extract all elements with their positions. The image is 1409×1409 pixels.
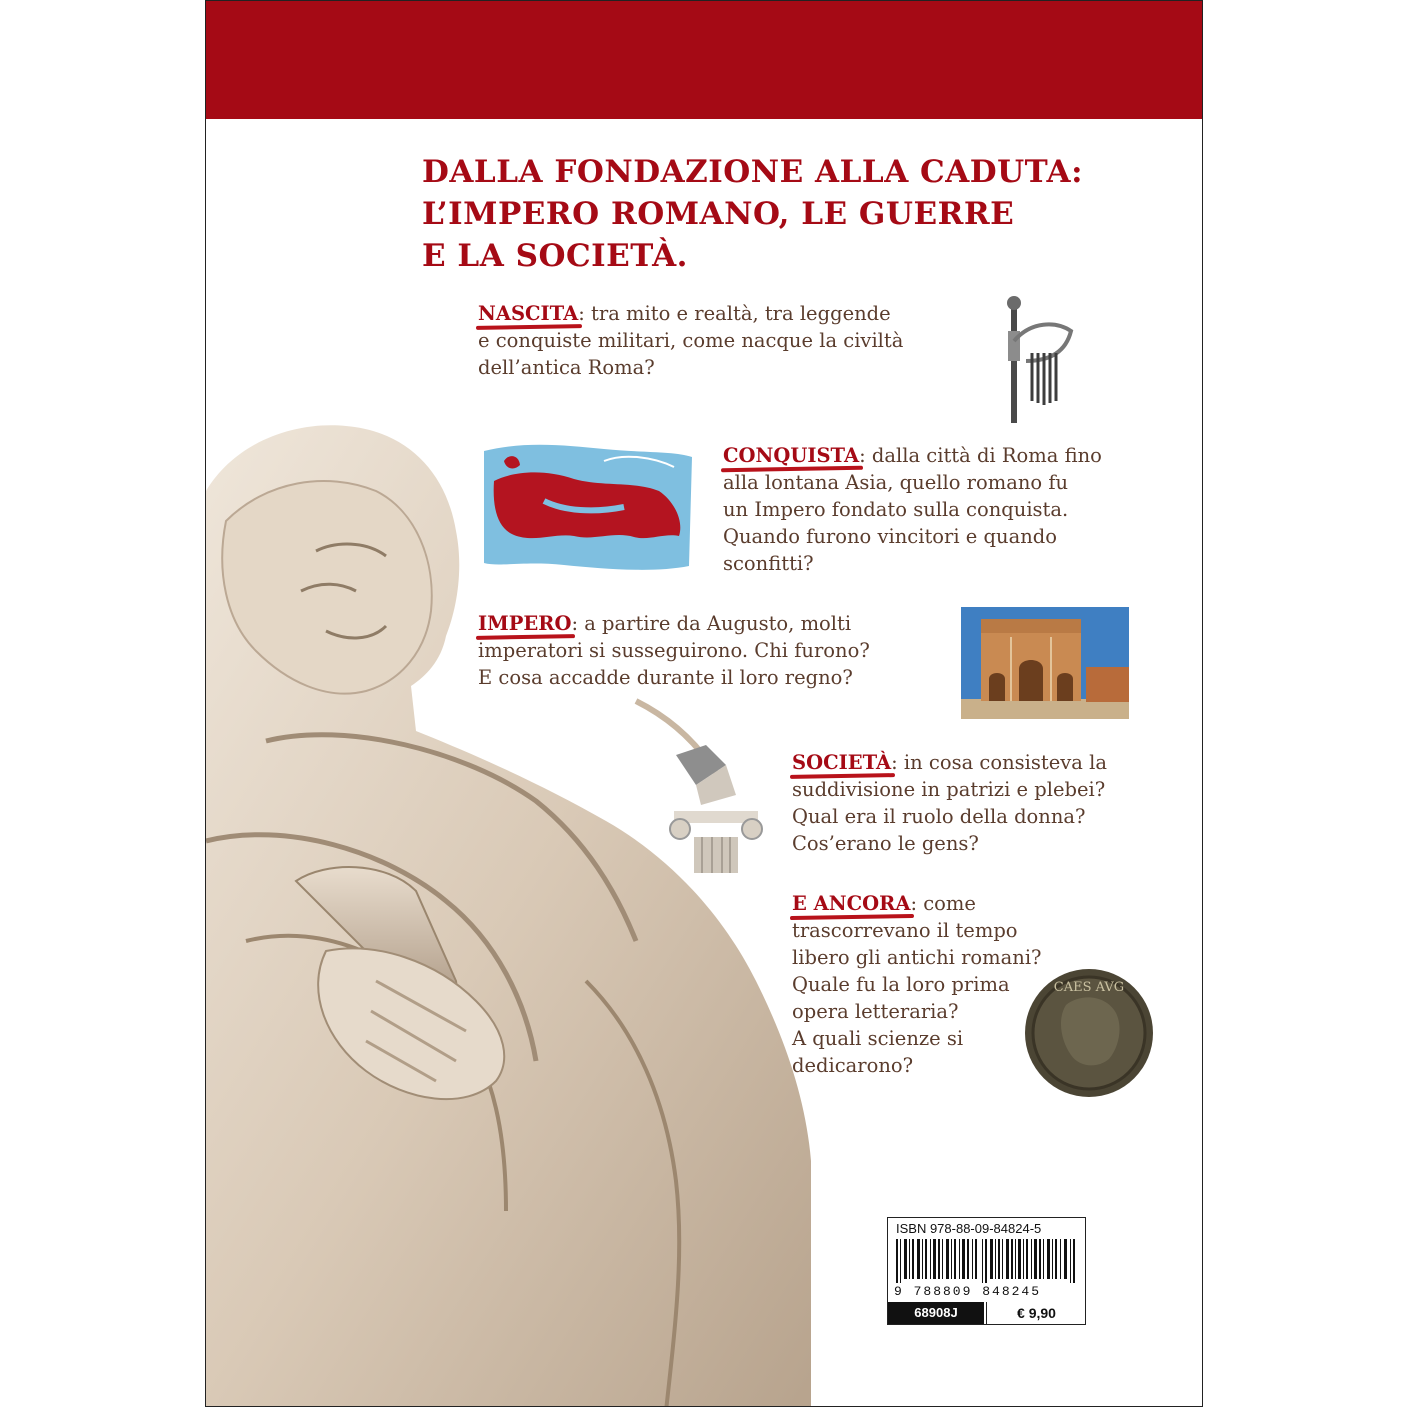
- keyword-nascita: NASCITA: [478, 302, 579, 325]
- keyword-societa: SOCIETÀ: [792, 751, 892, 774]
- conquista-text-1: : dalla città di Roma fino: [859, 444, 1102, 467]
- societa-text-4: Cos’erano le gens?: [792, 832, 979, 855]
- impero-text-3: E cosa accadde durante il loro regno?: [478, 666, 853, 689]
- dagger-belt-icon: [996, 291, 1076, 431]
- conquista-text-2: alla lontana Asia, quello romano fu: [723, 471, 1069, 494]
- conquista-text-3: un Impero fondato sulla conquista.: [723, 498, 1069, 521]
- empire-map-icon: [484, 441, 694, 573]
- nascita-text-3: dell’antica Roma?: [478, 356, 655, 379]
- book-back-cover: [205, 0, 1203, 1407]
- barcode-icon: [894, 1239, 1080, 1283]
- headline-line-2: L’IMPERO ROMANO, LE GUERRE: [422, 196, 1015, 232]
- barcode-box: [887, 1217, 1086, 1325]
- ancora-text-3: libero gli antichi romani?: [792, 946, 1042, 969]
- keyword-impero: IMPERO: [478, 612, 572, 635]
- societa-text-1: : in cosa consisteva la: [891, 751, 1107, 774]
- impero-text-2: imperatori si susseguirono. Chi furono?: [478, 639, 870, 662]
- ancora-text-4: Quale fu la loro prima: [792, 973, 1010, 996]
- isbn-text: ISBN 978-88-09-84824-5: [896, 1221, 1042, 1236]
- headline: [422, 151, 1083, 277]
- ancora-text-5: opera letteraria?: [792, 1000, 959, 1023]
- triumphal-arch-icon: [961, 607, 1129, 719]
- section-societa: [792, 749, 1107, 857]
- impero-text-1: : a partire da Augusto, molti: [571, 612, 852, 635]
- top-red-band: [206, 1, 1202, 119]
- keyword-e-ancora: E ANCORA: [792, 892, 911, 915]
- product-code: 68908J: [888, 1302, 984, 1324]
- section-impero: [478, 610, 870, 691]
- societa-text-2: suddivisione in patrizi e plebei?: [792, 778, 1106, 801]
- ancora-text-6: A quali scienze si: [792, 1027, 964, 1050]
- section-conquista: [723, 442, 1102, 577]
- conquista-text-5: sconfitti?: [723, 552, 814, 575]
- headline-line-1: DALLA FONDAZIONE ALLA CADUTA:: [422, 154, 1084, 190]
- ionic-column-icon: [666, 745, 766, 873]
- roman-coin-icon: [1021, 965, 1157, 1101]
- ancora-text-2: trascorrevano il tempo: [792, 919, 1018, 942]
- coin-inscription: CAES AVG: [1053, 980, 1125, 995]
- ancora-text-1: : come: [910, 892, 976, 915]
- ancora-text-7: dedicarono?: [792, 1054, 914, 1077]
- societa-text-3: Qual era il ruolo della donna?: [792, 805, 1086, 828]
- nascita-text-2: e conquiste militari, come nacque la civiltà: [478, 329, 904, 352]
- price: € 9,90: [986, 1302, 1086, 1324]
- conquista-text-4: Quando furono vincitori e quando: [723, 525, 1057, 548]
- nascita-text-1: : tra mito e realtà, tra leggende: [578, 302, 891, 325]
- barcode-digits: 9 788809 848245: [894, 1284, 1042, 1299]
- section-e-ancora: [792, 890, 1042, 1079]
- keyword-conquista: CONQUISTA: [723, 444, 860, 467]
- headline-line-3: E LA SOCIETÀ.: [422, 238, 688, 274]
- section-nascita: [478, 300, 903, 381]
